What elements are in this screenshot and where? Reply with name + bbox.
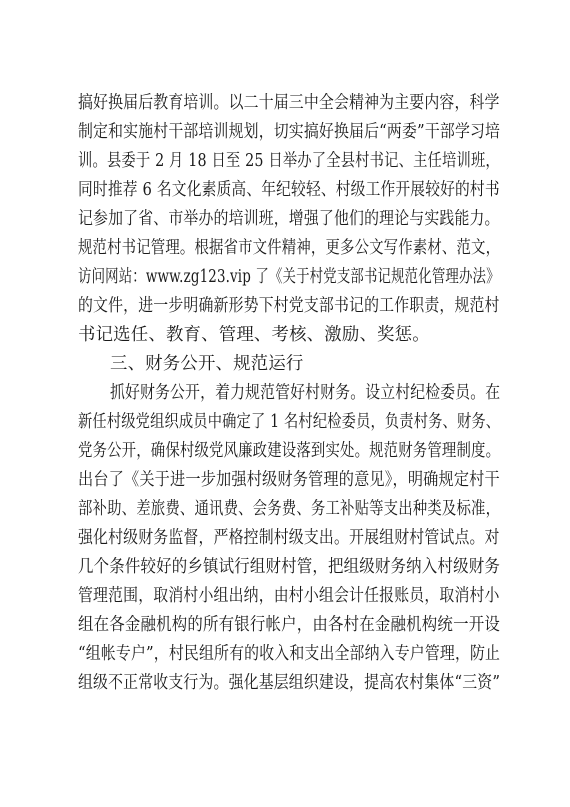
section-heading: 三、财务公开、规范运行 (110, 354, 304, 374)
text-line: 组级不正常收支行为。强化基层组织建设，提高农村集体“三资” (78, 673, 501, 693)
text-line: 同时推荐 6 名文化素质高、年纪较轻、村级工作开展较好的村书 (78, 180, 500, 200)
text-line: 管理范围，取消村小组出纳，由村小组会计任报账员，取消村小 (78, 586, 500, 606)
text-line: 几个条件较好的乡镇试行组财村管，把组级财务纳入村级财务 (78, 557, 500, 577)
text-line: 党务公开，确保村级党风廉政建设落到实处。规范财务管理制度。 (78, 441, 501, 461)
text-line: “组帐专户”，村民组所有的收入和支出全部纳入专户管理，防止 (78, 644, 501, 664)
text-line: 抓好财务公开，着力规范管好村财务。设立村纪检委员。在 (110, 383, 501, 403)
text-line: 新任村级党组织成员中确定了 1 名村纪检委员，负责村务、财务、 (78, 412, 501, 432)
text-line: 书记选任、教育、管理、考核、激励、奖惩。 (78, 325, 430, 345)
text-line: 访问网站：www.zg123.vip 了《关于村党支部书记规范化管理办法》 (78, 267, 500, 287)
text-line: 搞好换届后教育培训。以二十届三中全会精神为主要内容，科学 (78, 93, 500, 113)
text-line: 制定和实施村干部培训规划，切实搞好换届后“两委”干部学习培 (78, 122, 501, 142)
text-line: 组在各金融机构的所有银行帐户，由各村在金融机构统一开设 (78, 615, 500, 635)
text-line: 记参加了省、市举办的培训班，增强了他们的理论与实践能力。 (78, 209, 500, 229)
text-line: 规范村书记管理。根据省市文件精神，更多公文写作素材、范文， (78, 238, 501, 258)
text-line: 强化村级财务监督，严格控制村级支出。开展组财村管试点。对 (78, 528, 500, 548)
text-line: 训。县委于 2 月 18 日至 25 日举办了全县村书记、主任培训班， (78, 151, 500, 171)
text-line: 出台了《关于进一步加强村级财务管理的意见》，明确规定村干 (78, 470, 500, 490)
text-line: 部补助、差旅费、通讯费、会务费、务工补贴等支出种类及标准， (78, 499, 501, 519)
text-line: 的文件，进一步明确新形势下村党支部书记的工作职责，规范村 (78, 296, 500, 316)
